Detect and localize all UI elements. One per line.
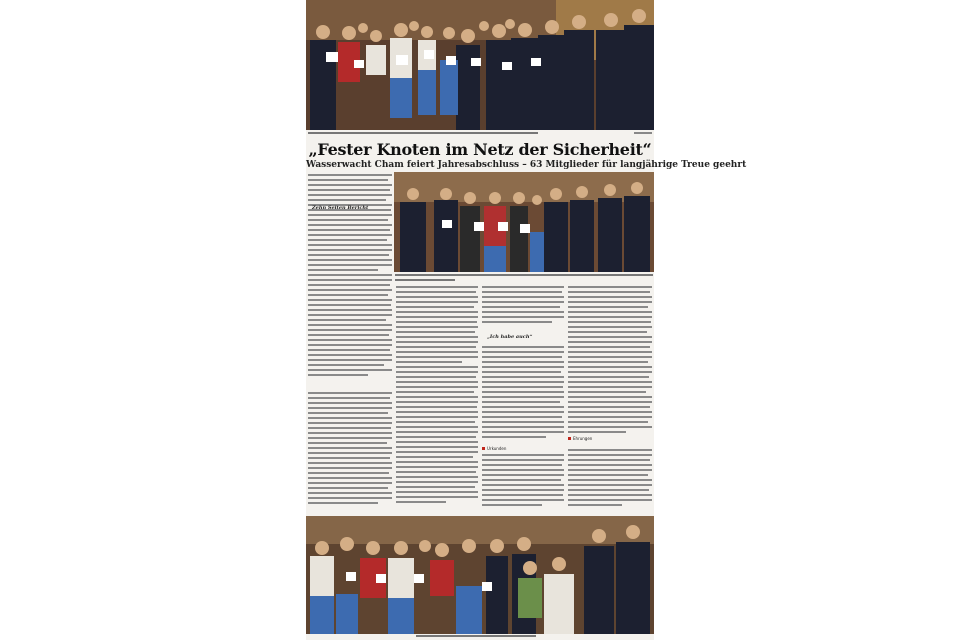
section-tag-urkunden: Urkunden: [482, 446, 506, 451]
top-photo-caption: [308, 131, 608, 136]
credit-text-lines: [634, 131, 652, 135]
body-column-4: [568, 284, 652, 510]
body-column-1: [308, 172, 392, 510]
bottom-group-photo: [306, 516, 654, 634]
top-group-photo: [306, 0, 654, 130]
body-column-3: [482, 284, 564, 510]
headline: „Fester Knoten im Netz der Sicherheit“: [308, 140, 652, 159]
column-text-lines: [396, 284, 478, 510]
intertitle-ich-habe-auch: „Ich habe auch“: [487, 334, 533, 340]
bottom-photo-caption: [416, 634, 616, 639]
newspaper-clipping: [306, 0, 747, 640]
column-text-lines: [568, 284, 652, 510]
body-column-2: [396, 284, 478, 510]
intertitle-zehn-seiten: Zehn Seiten Bericht: [312, 205, 369, 211]
group-photo-image: [306, 0, 654, 130]
top-photo-credit: [634, 131, 652, 136]
subheadline: Wasserwacht Cham feiert Jahresabschluss – 63 Mitglieder für langjährige Treue geehrt: [306, 160, 747, 170]
honorees-photo-image: [394, 172, 654, 272]
middle-honorees-photo: [394, 172, 654, 272]
caption-text-lines: [416, 634, 536, 638]
caption-text-lines: [308, 131, 538, 135]
middle-photo-caption: [395, 274, 653, 283]
caption-text-lines: [395, 274, 653, 282]
column-text-lines: [482, 284, 564, 510]
group-photo-image: [306, 516, 654, 634]
column-text-lines: [308, 172, 392, 510]
section-tag-ehrungen: Ehrungen: [568, 436, 592, 441]
